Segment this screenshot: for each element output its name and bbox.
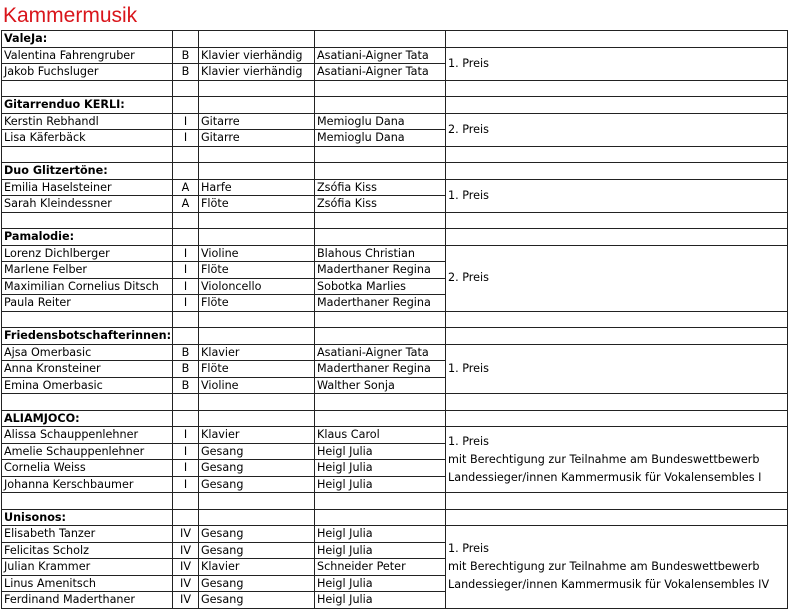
result-line: 1. Preis (448, 361, 489, 375)
member-name: Alissa Schauppenlehner (2, 427, 173, 444)
empty-cell (315, 493, 446, 510)
member-teacher: Heigl Julia (315, 476, 446, 493)
empty-cell (315, 31, 446, 48)
empty-cell (315, 146, 446, 163)
group-name: ALIAMJOCO: (2, 410, 173, 427)
member-row (2, 179, 788, 196)
empty-cell (199, 212, 315, 229)
member-teacher: Zsófia Kiss (315, 179, 446, 196)
member-teacher: Maderthaner Regina (315, 361, 446, 378)
empty-cell (446, 328, 788, 345)
member-instrument: Gitarre (199, 113, 315, 130)
empty-cell (199, 80, 315, 97)
empty-cell (315, 80, 446, 97)
group-name: Unisonos: (2, 509, 173, 526)
member-instrument: Gesang (199, 526, 315, 543)
empty-cell (173, 410, 199, 427)
empty-cell (173, 212, 199, 229)
separator-row (2, 80, 788, 97)
result-line: Landessieger/innen Kammermusik für Vokalensembles I (448, 470, 762, 484)
member-instrument: Gesang (199, 476, 315, 493)
member-class: I (173, 443, 199, 460)
empty-cell (446, 229, 788, 246)
separator-row (2, 212, 788, 229)
member-teacher: Sobotka Marlies (315, 278, 446, 295)
empty-cell (315, 229, 446, 246)
empty-cell (315, 410, 446, 427)
empty-cell (173, 328, 199, 345)
member-class: IV (173, 526, 199, 543)
member-name: Jakob Fuchsluger (2, 64, 173, 81)
result-line: 2. Preis (448, 271, 489, 284)
member-instrument: Klavier vierhändig (199, 64, 315, 81)
member-name: Maximilian Cornelius Ditsch (2, 278, 173, 295)
member-row (2, 47, 788, 64)
group-header-row (2, 31, 788, 48)
empty-cell (315, 212, 446, 229)
empty-cell (2, 394, 173, 411)
group-header-row (2, 410, 788, 427)
member-teacher: Zsófia Kiss (315, 196, 446, 213)
group-result (446, 526, 788, 609)
member-class: I (173, 130, 199, 147)
empty-cell (173, 31, 199, 48)
empty-cell (446, 31, 788, 48)
member-row (2, 427, 788, 444)
empty-cell (2, 80, 173, 97)
member-instrument: Violine (199, 377, 315, 394)
member-name: Sarah Kleindessner (2, 196, 173, 213)
group-result (446, 179, 788, 212)
member-class: B (173, 344, 199, 361)
member-class: I (173, 278, 199, 295)
member-teacher: Asatiani-Aigner Tata (315, 344, 446, 361)
member-row (2, 245, 788, 262)
empty-cell (446, 410, 788, 427)
member-teacher: Heigl Julia (315, 443, 446, 460)
member-class: A (173, 196, 199, 213)
member-instrument: Gesang (199, 542, 315, 559)
separator-row (2, 493, 788, 510)
empty-cell (173, 229, 199, 246)
member-instrument: Gesang (199, 575, 315, 592)
member-name: Cornelia Weiss (2, 460, 173, 477)
member-name: Emina Omerbasic (2, 377, 173, 394)
member-instrument: Gitarre (199, 130, 315, 147)
member-teacher: Heigl Julia (315, 575, 446, 592)
member-name: Marlene Felber (2, 262, 173, 279)
empty-cell (173, 311, 199, 328)
empty-cell (446, 80, 788, 97)
member-instrument: Harfe (199, 179, 315, 196)
results-table-body (2, 31, 788, 609)
member-name: Anna Kronsteiner (2, 361, 173, 378)
member-teacher: Heigl Julia (315, 542, 446, 559)
empty-cell (173, 146, 199, 163)
empty-cell (199, 410, 315, 427)
member-teacher: Blahous Christian (315, 245, 446, 262)
group-header-row (2, 509, 788, 526)
result-line: 1. Preis (448, 434, 489, 448)
member-class: B (173, 361, 199, 378)
member-class: I (173, 460, 199, 477)
member-instrument: Violine (199, 245, 315, 262)
member-row (2, 526, 788, 543)
separator-row (2, 146, 788, 163)
member-instrument: Klavier (199, 559, 315, 576)
group-result (446, 47, 788, 80)
empty-cell (2, 146, 173, 163)
empty-cell (199, 97, 315, 114)
member-name: Valentina Fahrengruber (2, 47, 173, 64)
group-name: Gitarrenduo KERLI: (2, 97, 173, 114)
empty-cell (2, 311, 173, 328)
member-class: IV (173, 559, 199, 576)
member-class: I (173, 245, 199, 262)
result-line: 1. Preis (448, 188, 489, 202)
results-table (1, 30, 788, 609)
group-result (446, 245, 788, 311)
empty-cell (199, 394, 315, 411)
member-instrument: Flöte (199, 361, 315, 378)
group-name: Pamalodie: (2, 229, 173, 246)
member-class: B (173, 64, 199, 81)
empty-cell (446, 146, 788, 163)
empty-cell (173, 163, 199, 180)
result-line: 1. Preis (448, 541, 489, 555)
member-class: A (173, 179, 199, 196)
member-name: Lorenz Dichlberger (2, 245, 173, 262)
member-class: I (173, 476, 199, 493)
member-teacher: Memioglu Dana (315, 130, 446, 147)
member-instrument: Klavier vierhändig (199, 47, 315, 64)
empty-cell (446, 163, 788, 180)
member-name: Felicitas Scholz (2, 542, 173, 559)
result-line: mit Berechtigung zur Teilnahme am Bundeswettbewerb (448, 452, 760, 466)
empty-cell (2, 493, 173, 510)
member-name: Ferdinand Maderthaner (2, 592, 173, 609)
group-name: Friedensbotschafterinnen: (2, 328, 173, 345)
member-teacher: Klaus Carol (315, 427, 446, 444)
empty-cell (315, 328, 446, 345)
result-line: Landessieger/innen Kammermusik für Vokalensembles IV (448, 577, 770, 591)
member-name: Linus Amenitsch (2, 575, 173, 592)
empty-cell (446, 509, 788, 526)
result-line: mit Berechtigung zur Teilnahme am Bundeswettbewerb (448, 559, 760, 573)
member-instrument: Flöte (199, 262, 315, 279)
member-name: Emilia Haselsteiner (2, 179, 173, 196)
empty-cell (199, 493, 315, 510)
empty-cell (173, 509, 199, 526)
empty-cell (173, 493, 199, 510)
member-teacher: Heigl Julia (315, 592, 446, 609)
member-class: B (173, 47, 199, 64)
group-header-row (2, 163, 788, 180)
result-line: 1. Preis (448, 56, 489, 70)
empty-cell (199, 31, 315, 48)
empty-cell (446, 493, 788, 510)
group-header-row (2, 229, 788, 246)
member-class: IV (173, 575, 199, 592)
empty-cell (199, 328, 315, 345)
member-teacher: Memioglu Dana (315, 113, 446, 130)
empty-cell (173, 394, 199, 411)
empty-cell (199, 311, 315, 328)
member-instrument: Violoncello (199, 278, 315, 295)
empty-cell (199, 229, 315, 246)
member-name: Lisa Käferbäck (2, 130, 173, 147)
member-teacher: Schneider Peter (315, 559, 446, 576)
member-teacher: Asatiani-Aigner Tata (315, 64, 446, 81)
member-instrument: Klavier (199, 427, 315, 444)
member-class: I (173, 295, 199, 312)
member-teacher: Asatiani-Aigner Tata (315, 47, 446, 64)
separator-row (2, 311, 788, 328)
empty-cell (315, 163, 446, 180)
member-teacher: Maderthaner Regina (315, 262, 446, 279)
member-name: Ajsa Omerbasic (2, 344, 173, 361)
member-instrument: Gesang (199, 592, 315, 609)
member-teacher: Heigl Julia (315, 460, 446, 477)
group-header-row (2, 328, 788, 345)
empty-cell (315, 97, 446, 114)
member-teacher: Heigl Julia (315, 526, 446, 543)
empty-cell (446, 394, 788, 411)
empty-cell (446, 212, 788, 229)
separator-row (2, 394, 788, 411)
member-instrument: Gesang (199, 460, 315, 477)
page-title: Kammermusik (3, 4, 138, 27)
member-name: Johanna Kerschbaumer (2, 476, 173, 493)
empty-cell (173, 97, 199, 114)
result-line: 2. Preis (448, 122, 489, 136)
empty-cell (199, 146, 315, 163)
member-row (2, 344, 788, 361)
member-name: Kerstin Rebhandl (2, 113, 173, 130)
member-name: Julian Krammer (2, 559, 173, 576)
empty-cell (315, 394, 446, 411)
empty-cell (446, 311, 788, 328)
member-name: Amelie Schauppenlehner (2, 443, 173, 460)
group-result (446, 344, 788, 394)
empty-cell (199, 509, 315, 526)
member-row (2, 113, 788, 130)
member-instrument: Flöte (199, 196, 315, 213)
member-class: IV (173, 542, 199, 559)
group-name: Duo Glitzertöne: (2, 163, 173, 180)
empty-cell (2, 212, 173, 229)
empty-cell (199, 163, 315, 180)
member-class: I (173, 262, 199, 279)
member-instrument: Klavier (199, 344, 315, 361)
member-teacher: Maderthaner Regina (315, 295, 446, 312)
member-name: Paula Reiter (2, 295, 173, 312)
member-instrument: Gesang (199, 443, 315, 460)
group-result (446, 427, 788, 493)
member-class: B (173, 377, 199, 394)
member-class: IV (173, 592, 199, 609)
member-teacher: Walther Sonja (315, 377, 446, 394)
empty-cell (173, 80, 199, 97)
member-class: I (173, 113, 199, 130)
member-instrument: Flöte (199, 295, 315, 312)
empty-cell (446, 97, 788, 114)
group-header-row (2, 97, 788, 114)
group-name: ValeJa: (2, 31, 173, 48)
empty-cell (315, 311, 446, 328)
member-class: I (173, 427, 199, 444)
empty-cell (315, 509, 446, 526)
group-result (446, 113, 788, 146)
member-name: Elisabeth Tanzer (2, 526, 173, 543)
